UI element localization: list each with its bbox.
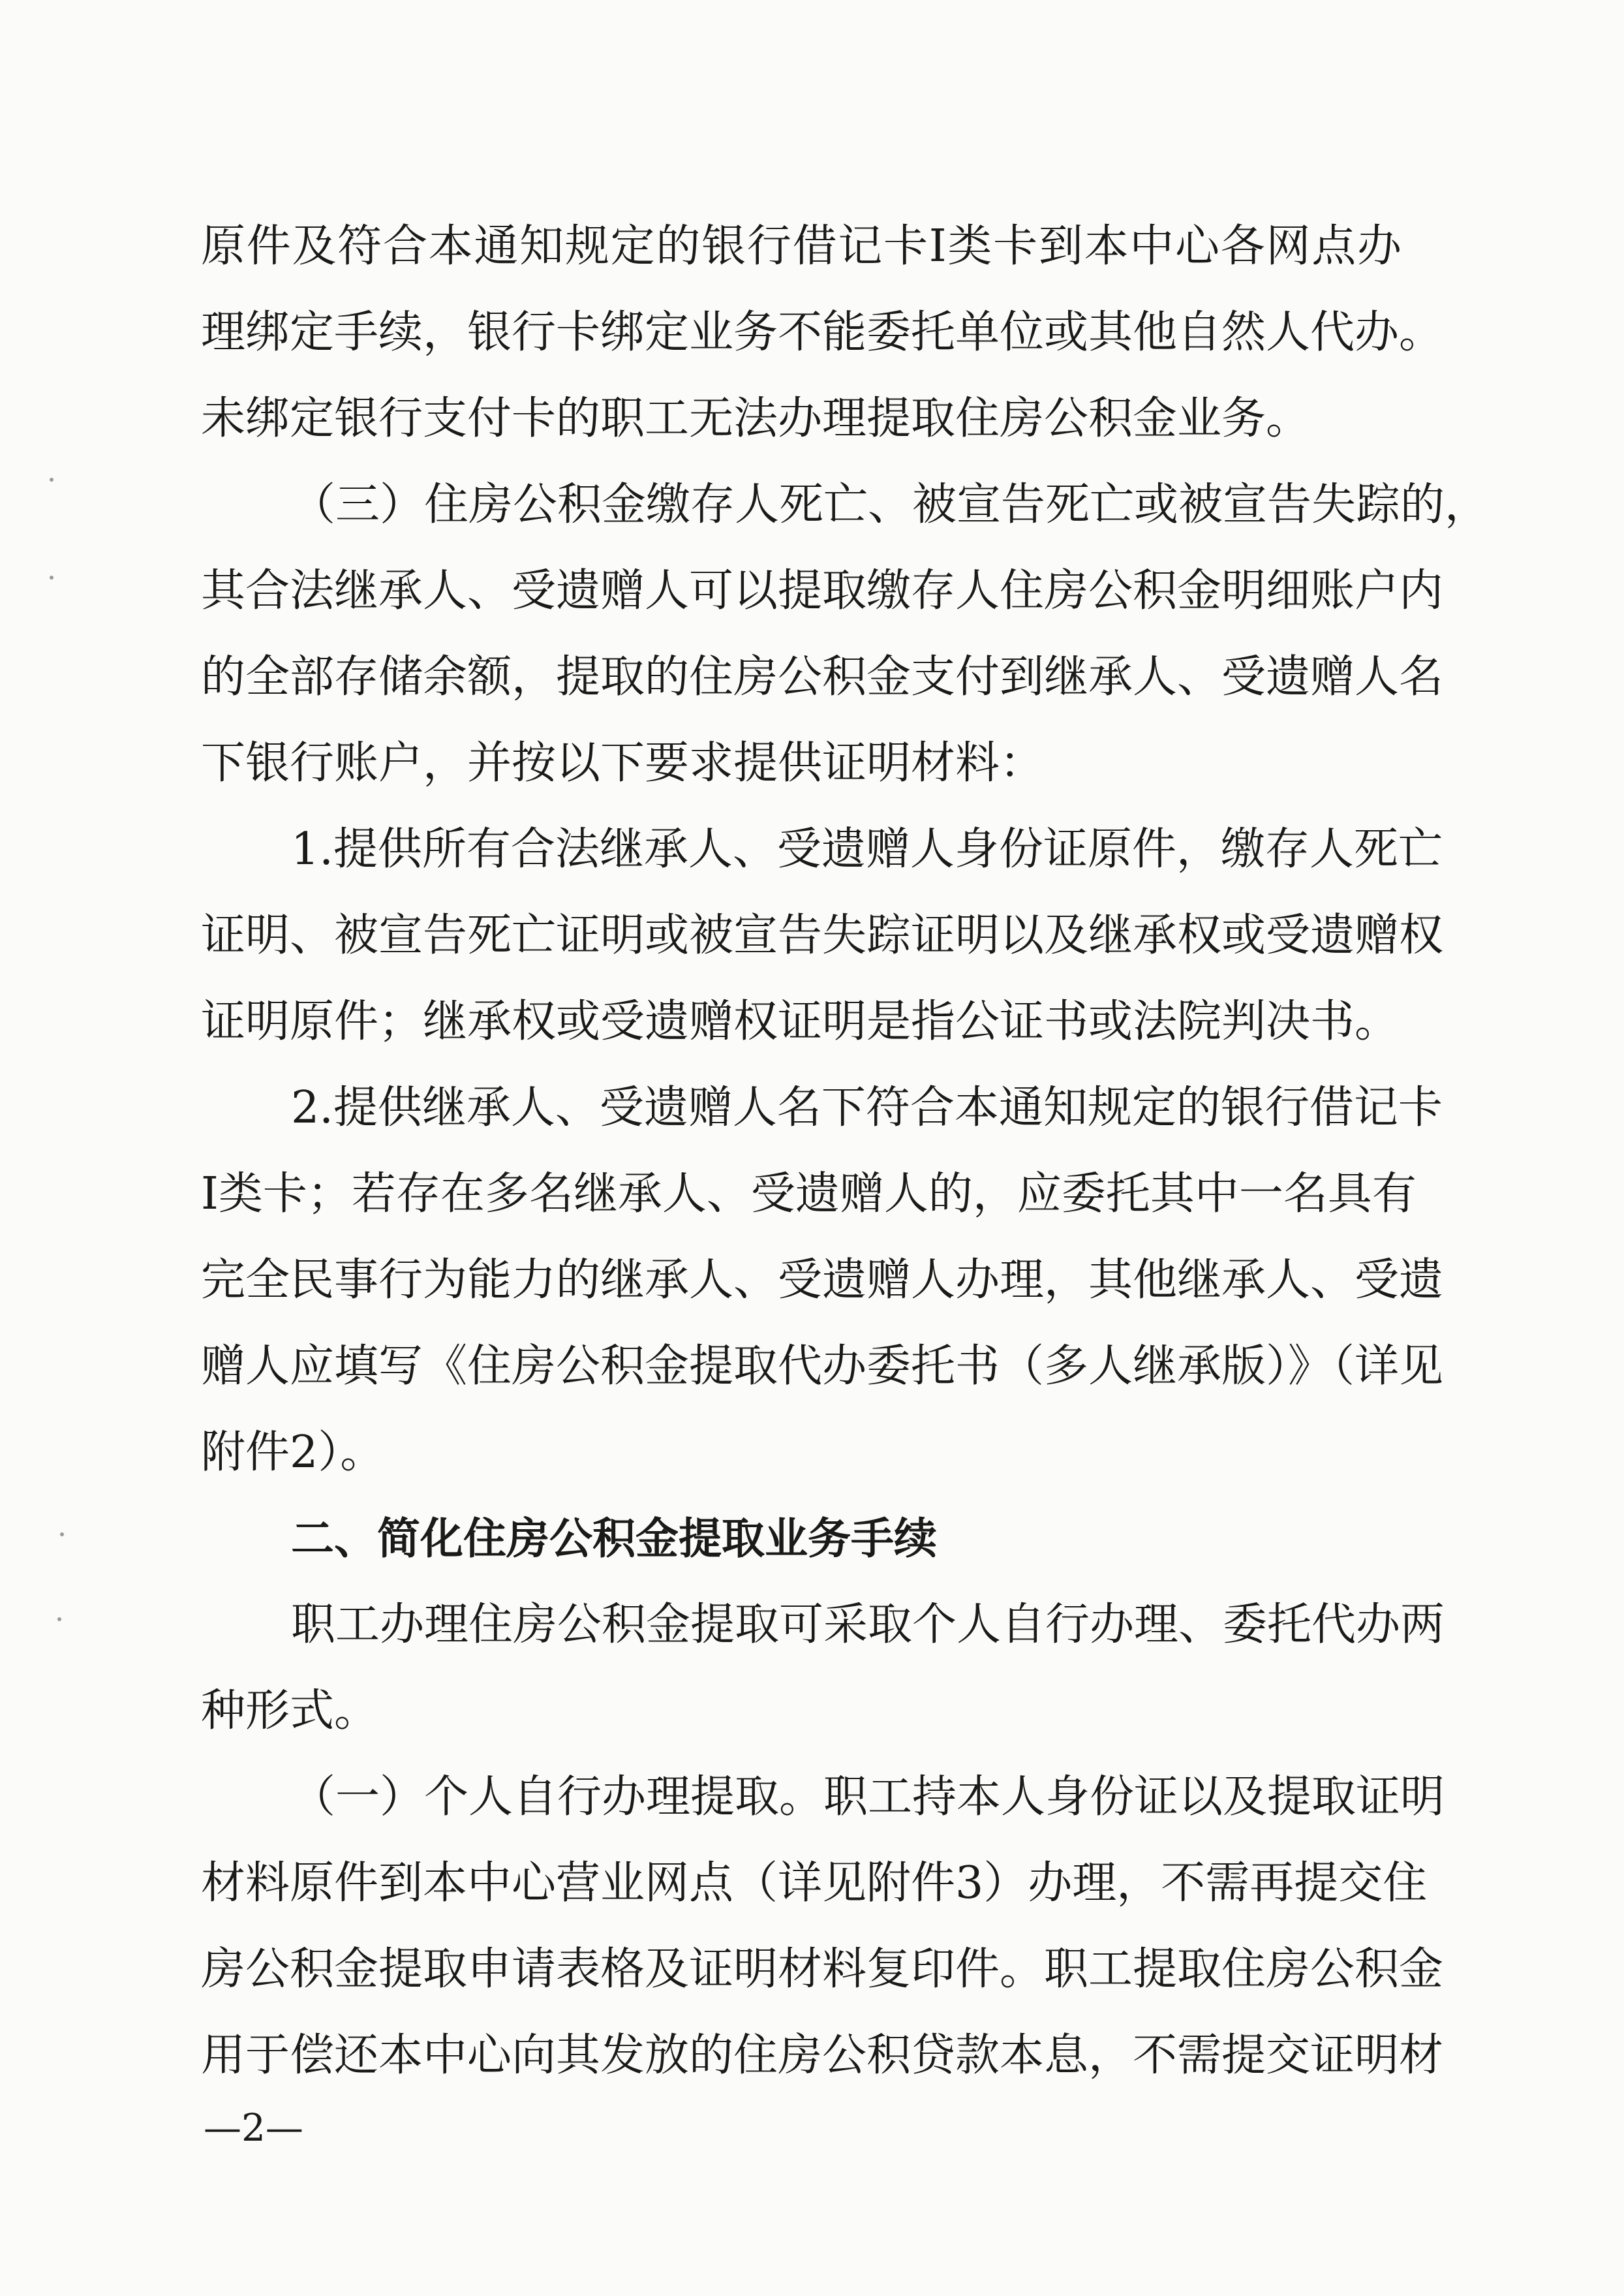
text-line-10: 证明原件；继承权或受遗赠权证明是指公证书或法院判决书。 [201,996,1400,1047]
text-line-6: 的全部存储余额，提取的住房公积金支付到继承人、受遗赠人名 [201,651,1444,703]
text-line-20: 材料原件到本中心营业网点（详见附件3）办理，不需再提交住 [201,1857,1428,1909]
text-line-19: （一）个人自行办理提取。职工持本人身份证以及提取证明 [291,1771,1445,1823]
text-line-4: （三）住房公积金缴存人死亡、被宣告死亡或被宣告失踪的， [291,479,1490,531]
scan-speck [60,1532,64,1536]
text-line-8: 1.提供所有合法继承人、受遗赠人身份证原件，缴存人死亡 [291,824,1443,875]
text-line-17: 职工办理住房公积金提取可采取个人自行办理、委托代办两 [291,1599,1445,1651]
text-line-5: 其合法继承人、受遗赠人可以提取缴存人住房公积金明细账户内 [201,565,1444,617]
scan-speck [50,576,54,580]
text-line-14: 赠人应填写《住房公积金提取代办委托书（多人继承版）》（详见 [201,1341,1444,1392]
text-line-15: 附件2）。 [201,1427,385,1478]
section-heading: 二、简化住房公积金提取业务手续 [291,1513,937,1564]
text-line-1: 原件及符合本通知规定的银行借记卡Ⅰ类卡到本中心各网点办 [201,221,1402,272]
text-line-2: 理绑定手续，银行卡绑定业务不能委托单位或其他自然人代办。 [201,307,1444,358]
scan-speck [50,478,54,482]
text-line-21: 房公积金提取申请表格及证明材料复印件。职工提取住房公积金 [201,1944,1444,1995]
text-line-22: 用于偿还本中心向其发放的住房公积贷款本息，不需提交证明材 [201,2030,1444,2081]
text-line-9: 证明、被宣告死亡证明或被宣告失踪证明以及继承权或受遗赠权 [201,910,1444,961]
scan-speck [57,1617,61,1621]
text-line-13: 完全民事行为能力的继承人、受遗赠人办理，其他继承人、受遗 [201,1254,1444,1306]
text-line-12: Ⅰ类卡；若存在多名继承人、受遗赠人的，应委托其中一名具有 [201,1168,1417,1220]
text-line-11: 2.提供继承人、受遗赠人名下符合本通知规定的银行借记卡 [291,1082,1443,1134]
text-line-3: 未绑定银行支付卡的职工无法办理提取住房公积金业务。 [201,393,1311,444]
text-line-7: 下银行账户，并按以下要求提供证明材料： [201,737,1045,789]
page-number: —2— [204,2105,303,2150]
text-line-18: 种形式。 [201,1685,379,1737]
